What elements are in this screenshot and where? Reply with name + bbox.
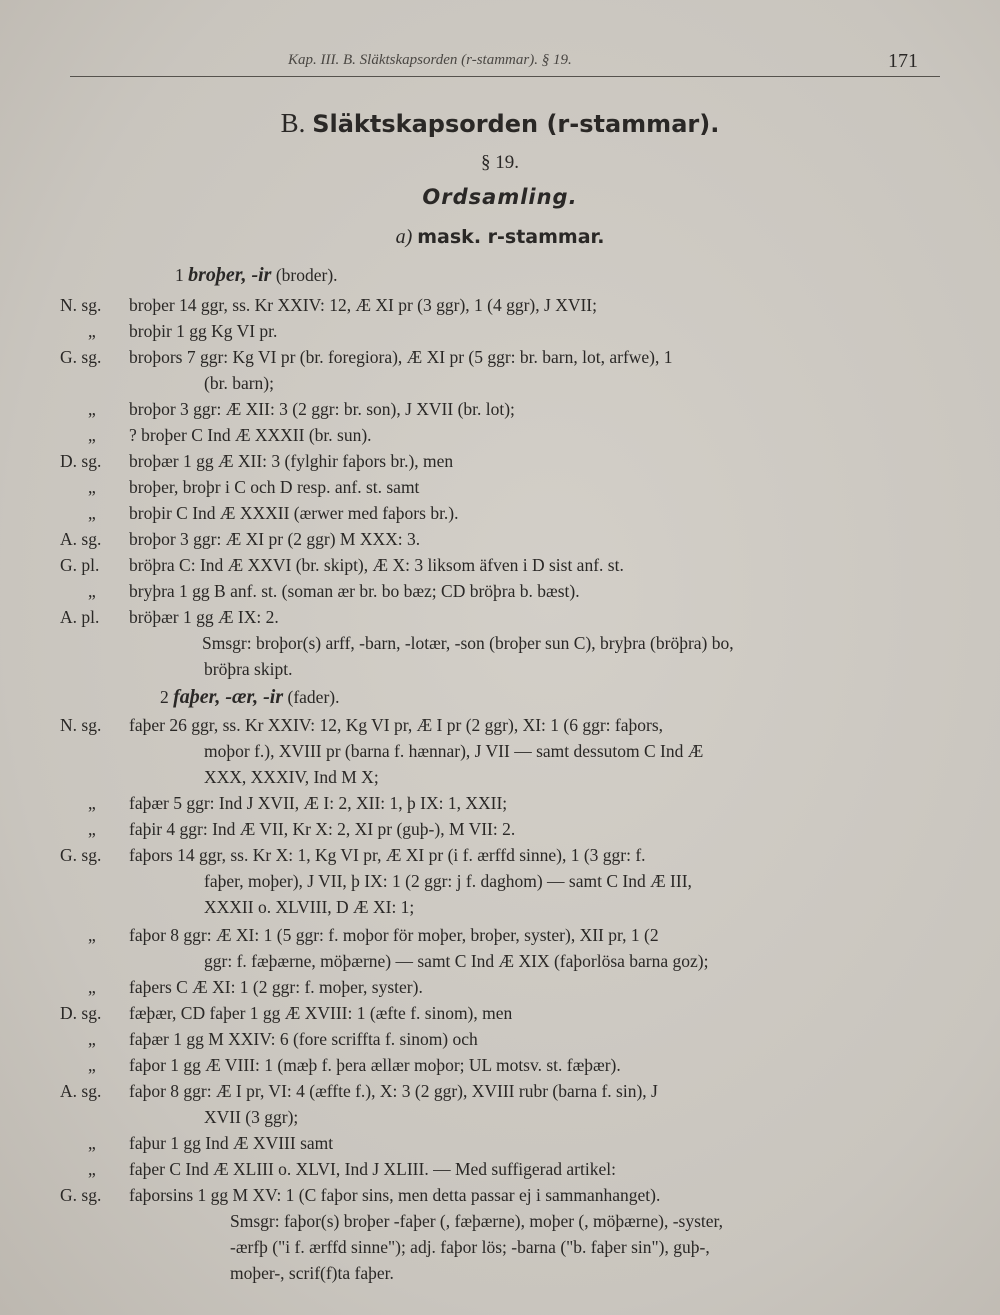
form-line xyxy=(60,396,960,422)
form-text: XVII (3 ggr); xyxy=(204,1107,299,1127)
form-text: faþær 5 ggr: Ind J XVII, Æ I: 2, XII: 1, þ IX: 1, XXII; xyxy=(129,793,508,813)
form-line xyxy=(60,712,960,738)
compounds-text: Smsgr: faþor(s) broþer -faþer (, fæþærne), moþer (, möþærne), -syster, xyxy=(230,1211,724,1231)
compounds-line xyxy=(60,630,960,656)
subsection-heading xyxy=(0,226,1000,249)
form-label: „ xyxy=(88,399,96,419)
form-line xyxy=(60,578,960,604)
form-line xyxy=(60,764,960,790)
form-text: XXX, XXXIV, Ind M X; xyxy=(204,767,379,787)
form-line xyxy=(60,344,960,370)
form-label: G. sg. xyxy=(60,845,102,865)
running-head-text: Kap. III. B. Släktskapsorden (r-stammar). § 19. xyxy=(288,52,572,68)
form-text: broþir C Ind Æ XXXII (ærwer med faþors br.). xyxy=(129,503,459,523)
form-label: A. pl. xyxy=(60,607,100,627)
form-line xyxy=(60,922,960,948)
form-line xyxy=(60,1130,960,1156)
form-text: faþor 8 ggr: Æ XI: 1 (5 ggr: f. moþor för moþer, broþer, syster), XII pr, 1 (2 xyxy=(129,925,659,945)
form-label: „ xyxy=(88,1159,96,1179)
section-prefix: B. xyxy=(280,108,306,138)
section-title: Släktskapsorden (r-stammar). xyxy=(312,110,720,138)
form-label: D. sg. xyxy=(60,1003,102,1023)
form-line xyxy=(60,868,960,894)
compounds-text: moþer-, scrif(f)ta faþer. xyxy=(230,1263,394,1283)
form-label: „ xyxy=(88,581,96,601)
form-label: „ xyxy=(88,1133,96,1153)
subsection-title: mask. r-stammar. xyxy=(417,226,605,248)
form-line xyxy=(60,1026,960,1052)
form-label: „ xyxy=(88,925,96,945)
subtitle: Ordsamling. xyxy=(422,185,578,209)
form-text: faþor 8 ggr: Æ I pr, VI: 4 (æffte f.), X: 3 (2 ggr), XVIII rubr (barna f. sin), J xyxy=(129,1081,658,1101)
form-line xyxy=(60,738,960,764)
form-label: „ xyxy=(88,1055,96,1075)
form-line xyxy=(60,1052,960,1078)
form-label: „ xyxy=(88,1029,96,1049)
form-label: N. sg. xyxy=(60,295,102,315)
form-text: faþur 1 gg Ind Æ XVIII samt xyxy=(129,1133,334,1153)
form-text: moþor f.), XVIII pr (barna f. hænnar), J VII — samt dessutom C Ind Æ xyxy=(204,741,704,761)
form-line xyxy=(60,422,960,448)
form-line xyxy=(60,318,960,344)
form-label: „ xyxy=(88,425,96,445)
entry-headword: broþer, -ir xyxy=(188,264,272,286)
form-label: „ xyxy=(88,977,96,997)
form-text: bryþra 1 gg B anf. st. (soman ær br. bo bæz; CD bröþra b. bæst). xyxy=(129,581,580,601)
form-line xyxy=(60,790,960,816)
compounds-line xyxy=(60,1208,960,1234)
form-text: faþer 26 ggr, ss. Kr XXIV: 12, Kg VI pr, Æ I pr (2 ggr), XI: 1 (6 ggr: faþors, xyxy=(129,715,664,735)
form-line xyxy=(60,526,960,552)
form-text: broþors 7 ggr: Kg VI pr (br. foregiora), Æ XI pr (5 ggr: br. barn, lot, arfwe), 1 xyxy=(129,347,673,367)
compounds-text: bröþra skipt. xyxy=(204,659,293,679)
form-text: broþer, broþr i C och D resp. anf. st. samt xyxy=(129,477,420,497)
form-line xyxy=(60,1000,960,1026)
subsection-prefix: a) xyxy=(395,226,413,248)
form-label: „ xyxy=(88,477,96,497)
form-text: faþær 1 gg M XXIV: 6 (fore scriffta f. sinom) och xyxy=(129,1029,478,1049)
form-label: N. sg. xyxy=(60,715,102,735)
form-label: G. sg. xyxy=(60,1185,102,1205)
running-head xyxy=(70,50,940,77)
paragraph-number: § 19. xyxy=(481,152,519,173)
form-text: broþær 1 gg Æ XII: 3 (fylghir faþors br.), men xyxy=(129,451,454,471)
form-line xyxy=(60,948,960,974)
form-line xyxy=(60,474,960,500)
form-text: broþer 14 ggr, ss. Kr XXIV: 12, Æ XI pr (3 ggr), 1 (4 ggr), J XVII; xyxy=(129,295,597,315)
form-text: faþor 1 gg Æ VIII: 1 (mæþ f. þera ællær moþor; UL motsv. st. fæþær). xyxy=(129,1055,621,1075)
form-label: „ xyxy=(88,503,96,523)
form-label: „ xyxy=(88,793,96,813)
form-line xyxy=(60,370,960,396)
form-text: faþorsins 1 gg M XV: 1 (C faþor sins, men detta passar ej i sammanhanget). xyxy=(129,1185,661,1205)
form-line xyxy=(60,448,960,474)
form-line xyxy=(60,816,960,842)
form-text: faþers C Æ XI: 1 (2 ggr: f. moþer, syster). xyxy=(129,977,423,997)
form-label: D. sg. xyxy=(60,451,102,471)
form-text: ? broþer C Ind Æ XXXII (br. sun). xyxy=(129,425,372,445)
form-line xyxy=(60,1104,960,1130)
form-text: faþors 14 ggr, ss. Kr X: 1, Kg VI pr, Æ XI pr (i f. ærffd sinne), 1 (3 ggr: f. xyxy=(129,845,646,865)
form-text: broþir 1 gg Kg VI pr. xyxy=(129,321,278,341)
form-line xyxy=(60,974,960,1000)
compounds-line xyxy=(60,1260,960,1286)
entry-number: 2 xyxy=(160,687,169,707)
compounds-text: Smsgr: broþor(s) arff, -barn, -lotær, -son (broþer sun C), bryþra (bröþra) bo, xyxy=(202,633,734,653)
form-text: bröþær 1 gg Æ IX: 2. xyxy=(129,607,279,627)
entry-headword: faþer, -ær, -ir xyxy=(173,686,284,708)
form-text: XXXII o. XLVIII, D Æ XI: 1; xyxy=(204,897,415,917)
form-label: „ xyxy=(88,819,96,839)
form-text: fæþær, CD faþer 1 gg Æ XVIII: 1 (æfte f. sinom), men xyxy=(129,1003,513,1023)
form-label: G. sg. xyxy=(60,347,102,367)
form-line xyxy=(60,1156,960,1182)
form-line xyxy=(60,1182,960,1208)
entry-number: 1 xyxy=(175,265,184,285)
form-label: A. sg. xyxy=(60,529,102,549)
form-line xyxy=(60,894,960,920)
compounds-line xyxy=(60,1234,960,1260)
form-line xyxy=(60,604,960,630)
form-line xyxy=(60,500,960,526)
form-text: ggr: f. fæþærne, möþærne) — samt C Ind Æ XIX (faþorlösa barna goz); xyxy=(204,951,709,971)
form-line xyxy=(60,292,960,318)
form-text: faþer C Ind Æ XLIII o. XLVI, Ind J XLIII. — Med suffigerad artikel: xyxy=(129,1159,616,1179)
form-line xyxy=(60,552,960,578)
form-text: (br. barn); xyxy=(204,373,274,393)
compounds-text: -ærfþ ("i f. ærffd sinne"); adj. faþor lös; -barna ("b. faþer sin"), guþ-, xyxy=(230,1237,710,1257)
entry-heading xyxy=(60,684,960,710)
form-text: broþor 3 ggr: Æ XII: 3 (2 ggr: br. son), J XVII (br. lot); xyxy=(129,399,515,419)
section-heading xyxy=(0,108,1000,139)
entry-gloss: (fader). xyxy=(287,687,340,707)
form-label: „ xyxy=(88,321,96,341)
form-text: faþir 4 ggr: Ind Æ VII, Kr X: 2, XI pr (guþ-), M VII: 2. xyxy=(129,819,516,839)
form-line xyxy=(60,842,960,868)
form-line xyxy=(60,1078,960,1104)
page-number: 171 xyxy=(888,50,918,72)
entry-gloss: (broder). xyxy=(275,265,338,285)
form-text: bröþra C: Ind Æ XXVI (br. skipt), Æ X: 3 liksom äfven i D sist anf. st. xyxy=(129,555,624,575)
entry-heading xyxy=(60,262,960,288)
compounds-line xyxy=(60,656,960,682)
form-label: G. pl. xyxy=(60,555,100,575)
form-label: A. sg. xyxy=(60,1081,102,1101)
form-text: broþor 3 ggr: Æ XI pr (2 ggr) M XXX: 3. xyxy=(129,529,421,549)
form-text: faþer, moþer), J VII, þ IX: 1 (2 ggr: j f. daghom) — samt C Ind Æ III, xyxy=(204,871,692,891)
